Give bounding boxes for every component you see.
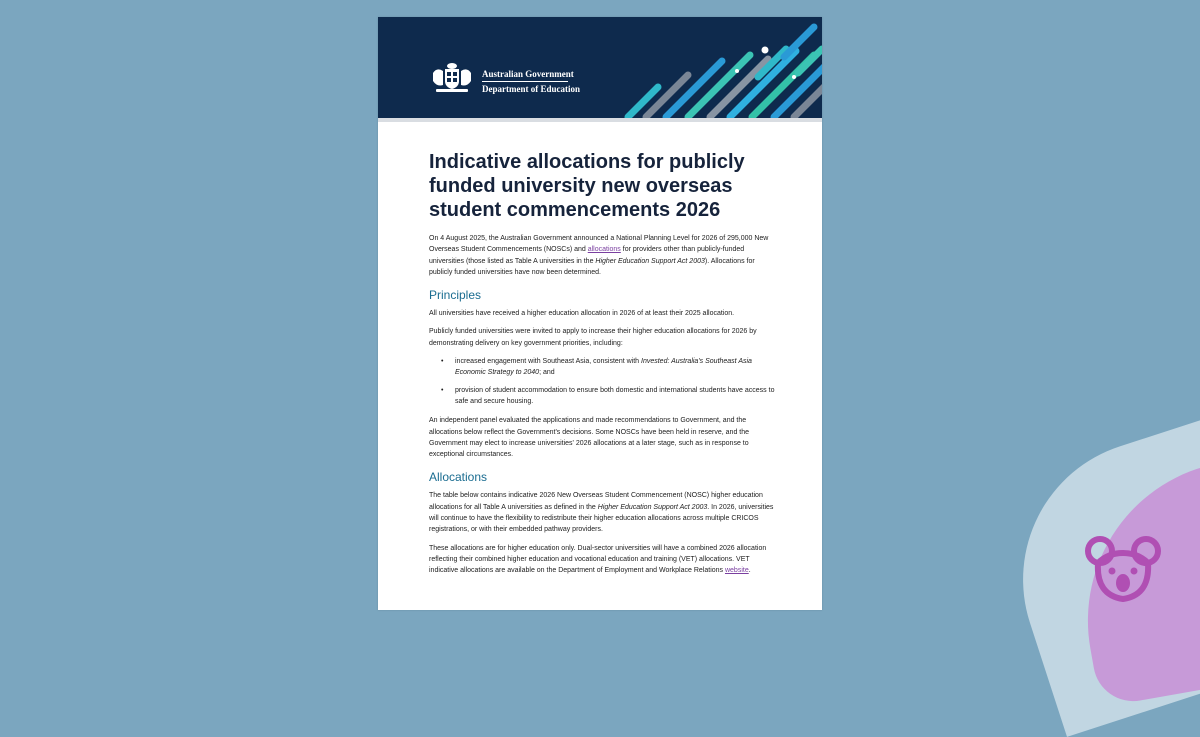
bullet-1-text: increased engagement with Southeast Asia, consistent with	[455, 358, 641, 366]
wordmark-divider	[482, 81, 568, 82]
intro-paragraph	[429, 233, 775, 278]
bullet-icon: •	[441, 386, 444, 394]
allocations-text-1: The table below contains indicative 2026 New Overseas Student Commencement (NOSC) higher education allocations for all Table A universities as defined in the	[429, 492, 763, 511]
allocations-paragraph-1	[429, 490, 775, 535]
intro-text-2: for providers other than publicly-funded universities (those listed as Table A universities in the	[429, 246, 745, 265]
bullet-1-text-end: ; and	[539, 369, 555, 377]
bullet-2-text: provision of student accommodation to ensure both domestic and international students have access to safe and secure housing.	[455, 386, 775, 405]
allocations-text-4: .	[748, 567, 751, 575]
koala-logo-icon	[1084, 533, 1162, 605]
allocations-heading: Allocations	[429, 470, 488, 485]
principles-paragraph-3: An independent panel evaluated the applications and made recommendations to Government, and the allocations below reflect the Government's decisions. Some NOSCs have been held in reserve, and the Government may elect to increase universities' 2026 allocations at a later stage, such as in response to exceptional circumstances.	[429, 417, 750, 459]
government-wordmark	[482, 68, 580, 95]
priorities-list	[429, 356, 775, 407]
allocations-link[interactable]: allocations	[587, 246, 621, 254]
intro-act-name: Higher Education Support Act 2003	[595, 257, 705, 265]
list-item	[429, 385, 775, 408]
decorative-stripes	[618, 17, 822, 118]
document-page	[378, 17, 822, 610]
allocations-act-name: Higher Education Support Act 2003	[597, 503, 708, 511]
banner-divider	[378, 118, 822, 122]
principles-heading: Principles	[429, 288, 482, 303]
intro-text-3: ). Allocations for publicly funded universities have now been determined.	[429, 257, 755, 276]
document-body	[429, 150, 775, 584]
bullet-1-strategy-name: Invested: Australia's Southeast Asia Economic Strategy to 2040	[455, 358, 752, 377]
page-title: Indicative allocations for publicly funded university new overseas student commencements 2026	[429, 151, 745, 221]
intro-text-1: On 4 August 2025, the Australian Government announced a National Planning Level for 2026 of 295,000 New Overseas Student Commencements (NOSCs) and	[429, 235, 769, 254]
allocations-text-3: These allocations are for higher education only. Dual-sector universities will have a combined 2026 allocation reflecting their combined higher education and vocational education and training (VET) allocations. VET indicative allocations are available on the Department of Employment and Workplace Relations	[429, 544, 767, 575]
principles-paragraph-2: Publicly funded universities were invited to apply to increase their higher education allocations for 2026 by demonstrating delivery on key government priorities, including:	[429, 328, 757, 347]
allocations-text-2: . In 2026, universities will continue to have the flexibility to redistribute their higher education allocations across multiple CRICOS registrations, or with their embedded pathway providers.	[429, 503, 774, 534]
principles-paragraph-1: All universities have received a higher education allocation in 2026 of at least their 2025 allocation.	[429, 310, 735, 318]
list-item	[429, 356, 775, 379]
coat-of-arms-icon	[430, 61, 474, 95]
department-name: Department of Education	[482, 84, 580, 94]
allocations-paragraph-2	[429, 543, 775, 577]
bullet-icon: •	[441, 358, 444, 366]
header-banner	[378, 17, 822, 118]
gov-name: Australian Government	[482, 69, 574, 79]
dewr-website-link[interactable]: website	[724, 567, 749, 575]
